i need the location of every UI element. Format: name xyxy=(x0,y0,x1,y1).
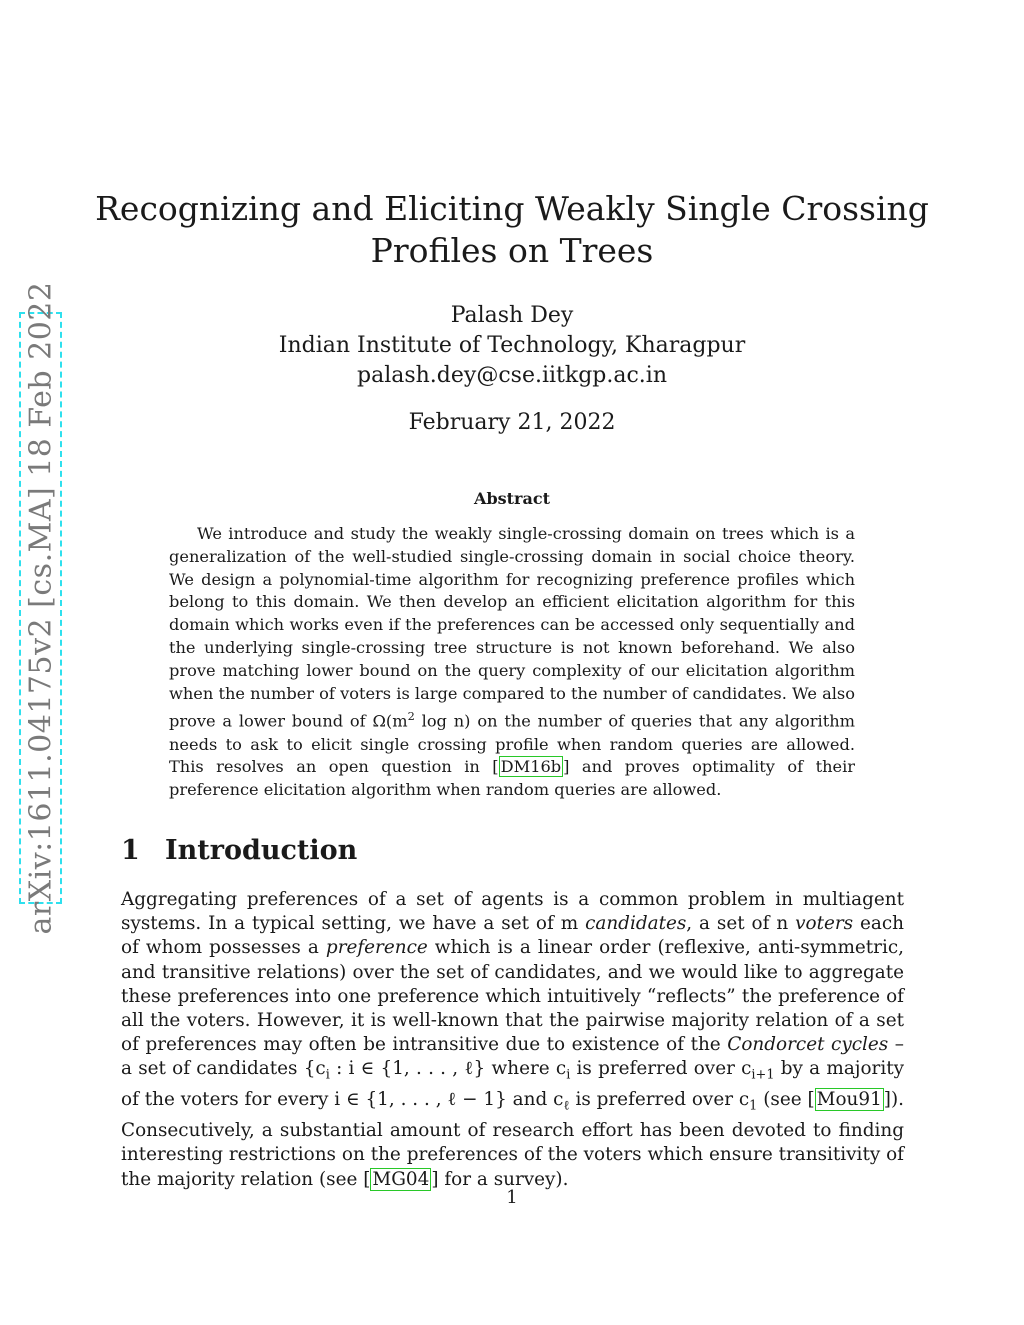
intro-text: which is a linear order (reflexive, anti-symmetric, and transitive relations) over the set of candidates, and we would like to aggregate these preferences into one preference which intuitively “reflects” the preference of all the voters. However, it is well-known that the pairwise majority relation of a set of preferences may often be intransitive due to existence of the xyxy=(121,937,904,1056)
math-subscript: ℓ xyxy=(563,1098,570,1114)
abstract-heading: Abstract xyxy=(474,489,550,508)
paper-title-line1: Recognizing and Eliciting Weakly Single Crossing xyxy=(95,189,929,228)
author-block xyxy=(0,301,1024,391)
term-condorcet-cycles: Condorcet cycles xyxy=(727,1034,889,1056)
paper-title xyxy=(0,188,1024,272)
citation-dm16b-link[interactable]: DM16b xyxy=(500,757,562,777)
abstract-text-2: on the number of queries that any algorithm needs to ask to elicit single crossing profile when random queries are allowed. This resolves an open question in [ xyxy=(169,711,855,777)
intro-text: , a set of xyxy=(686,913,777,935)
abstract-math-omega: Ω(m xyxy=(372,711,408,731)
intro-text: is preferred over c xyxy=(570,1058,752,1080)
author-affiliation: Indian Institute of Technology, Kharagpur xyxy=(278,333,746,358)
paper-title-line2: Profiles on Trees xyxy=(370,231,654,270)
math-subscript: 1 xyxy=(749,1098,758,1114)
abstract-math-tail: log n) xyxy=(414,711,471,731)
abstract-text-1: We introduce and study the weakly single-crossing domain on trees which is a generalization of the well-studied single-crossing domain in social choice theory. We design a polynomial-time algorithm for recognizing preference profiles which belong to this domain. We then develop an efficient elicitation algorithm for this domain which works even if the preferences can be accessed only sequentially and the underlying single-crossing tree structure is not known beforehand. We also prove matching lower bound on the query complexity of our elicitation algorithm when the number of voters is large compared to the number of candidates. We also prove a lower bound of xyxy=(169,524,855,731)
section-number: 1 xyxy=(121,835,140,866)
math-n: n xyxy=(776,913,789,935)
abstract-body xyxy=(169,523,855,802)
citation-mou91-link[interactable]: Mou91 xyxy=(816,1089,882,1111)
math-m: m xyxy=(560,913,579,935)
term-voters: voters xyxy=(795,913,854,935)
abstract-math-sup: 2 xyxy=(407,709,415,724)
intro-text: each of whom possesses a xyxy=(121,913,904,959)
intro-text: (see [ xyxy=(757,1089,815,1111)
intro-text: by a majority of the voters for every i ∈ {1, . . . , ℓ − 1} and c xyxy=(121,1058,905,1111)
author-email: palash.dey@cse.iitkgp.ac.in xyxy=(357,363,667,388)
math-subscript: i xyxy=(325,1068,330,1084)
section-heading xyxy=(121,835,357,866)
abstract-text-3: ] and proves optimality of their preference elicitation algorithm when random queries are allowed. xyxy=(169,757,855,800)
citation-mg04-link[interactable]: MG04 xyxy=(372,1168,430,1190)
math-subscript: i+1 xyxy=(751,1068,775,1084)
section-title: Introduction xyxy=(165,835,358,866)
intro-text: ] for a survey). xyxy=(431,1168,569,1190)
paper-date: February 21, 2022 xyxy=(408,410,616,435)
arxiv-stamp-text: arXiv:1611.04175v2 [cs.MA] 18 Feb 2022 xyxy=(23,281,59,935)
intro-text: Aggregating preferences of a set of agents is a common problem in multiagent systems. In a typical setting, we have a set of xyxy=(121,889,904,935)
term-preference: preference xyxy=(325,937,428,959)
intro-text: is preferred over c xyxy=(569,1089,750,1111)
intro-text: ]). Consecutively, a substantial amount of research effort has been devoted to finding interesting restrictions on the preferences of the voters which ensure transitivity of the majority relation (see [ xyxy=(121,1089,904,1190)
intro-text: : i ∈ {1, . . . , ℓ} where c xyxy=(329,1058,567,1080)
intro-text: – a set of candidates {c xyxy=(121,1034,904,1080)
term-candidates: candidates xyxy=(585,913,687,935)
intro-body xyxy=(121,888,904,1192)
math-subscript: i xyxy=(566,1068,571,1084)
page-number: 1 xyxy=(506,1187,518,1208)
author-name: Palash Dey xyxy=(450,303,574,328)
intro-paragraph xyxy=(121,888,904,1192)
abstract-paragraph xyxy=(169,523,855,802)
